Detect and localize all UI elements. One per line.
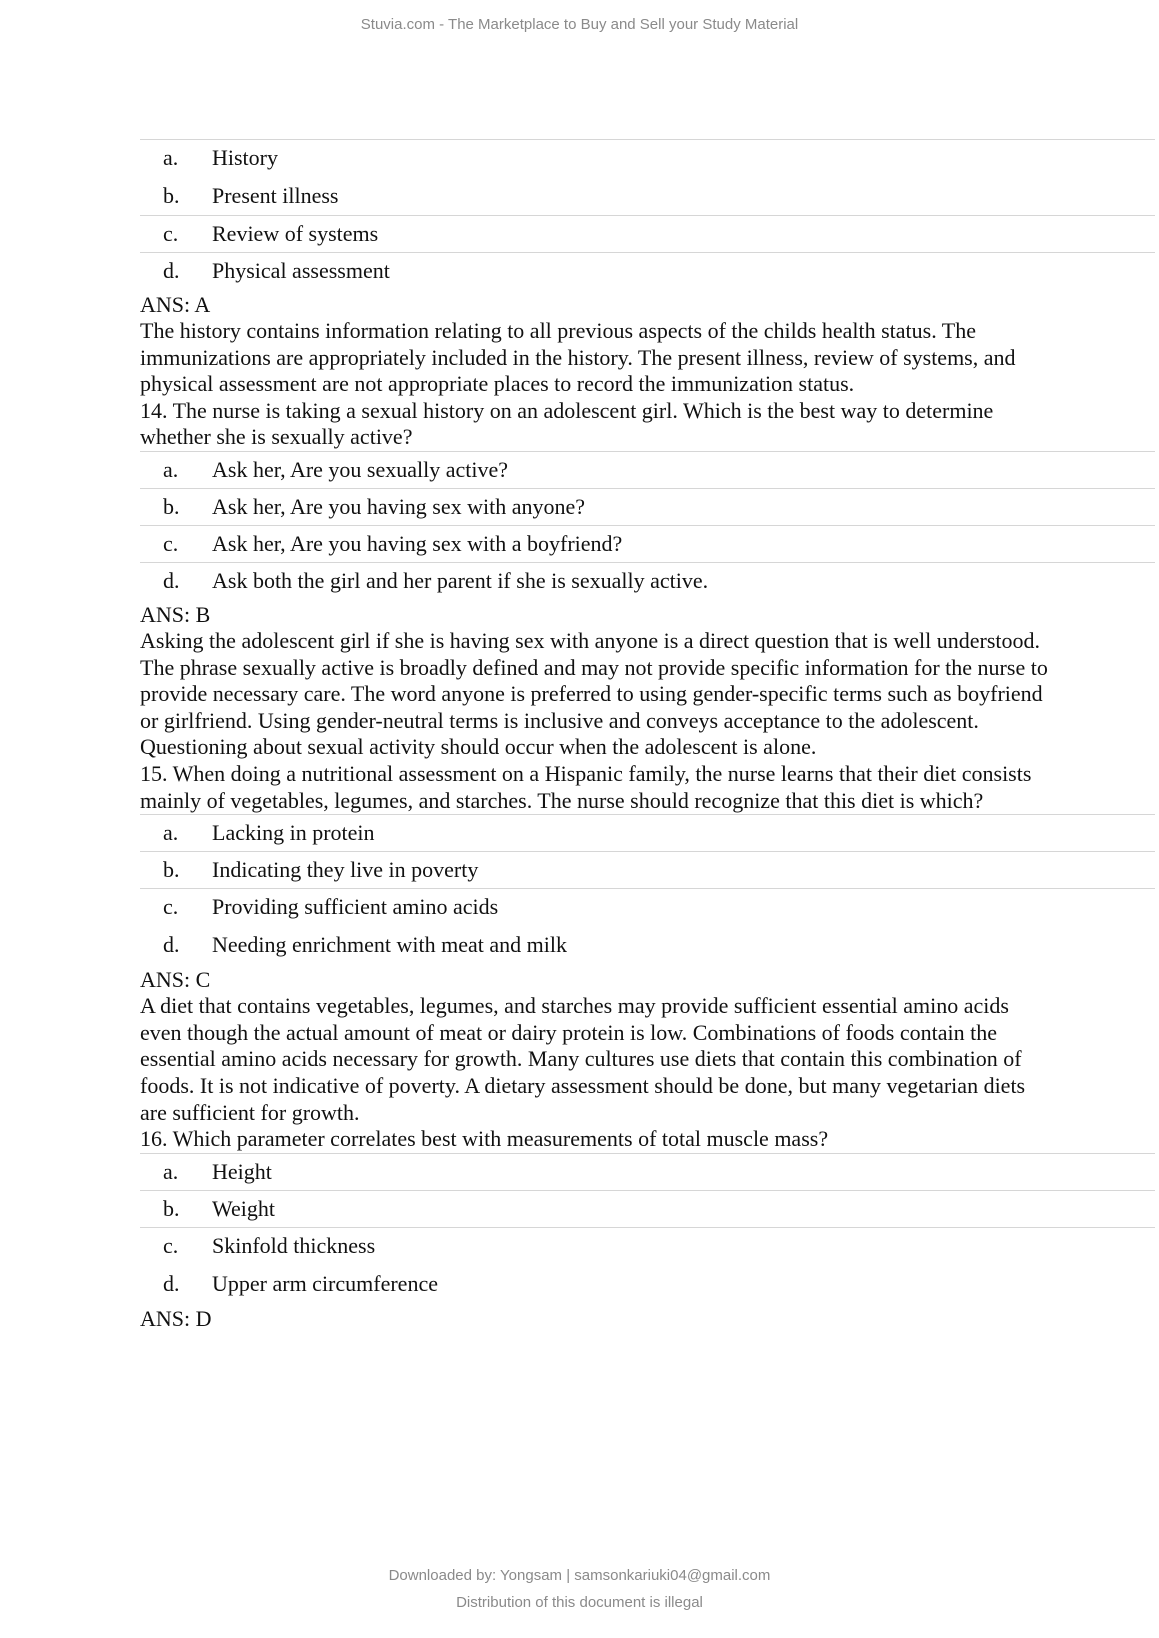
choice-text: Indicating they live in poverty <box>212 857 479 883</box>
choice-letter: a. <box>163 820 179 846</box>
choice-row <box>140 1264 1155 1303</box>
choice-letter: d. <box>163 258 180 283</box>
choice-row <box>140 525 1155 562</box>
choice-text: Ask her, Are you sexually active? <box>212 456 509 482</box>
q14-choices <box>140 451 1155 599</box>
choice-row <box>140 1153 1155 1190</box>
choice-row <box>140 176 1155 215</box>
choice-row <box>140 488 1155 525</box>
choice-letter: d. <box>163 932 180 958</box>
choice-text: Upper arm circumference <box>212 1270 438 1296</box>
choice-text: Ask her, Are you having sex with a boyfriend? <box>212 530 623 556</box>
choice-text: Ask both the girl and her parent if she is sexually active. <box>212 567 709 593</box>
choice-text: Skinfold thickness <box>212 1232 376 1258</box>
choice-letter: c. <box>163 894 179 920</box>
choice-letter: b. <box>163 183 180 208</box>
choice-row <box>140 252 1155 289</box>
q16-choices <box>140 1153 1155 1303</box>
choice-text: Needing enrichment with meat and milk <box>212 932 567 958</box>
question-text: 14. The nurse is taking a sexual history on an adolescent girl. Which is the best way to determine whether she is sexually active? <box>140 397 994 450</box>
choice-letter: b. <box>163 1195 180 1221</box>
choice-letter: a. <box>163 456 179 482</box>
choice-letter: d. <box>163 1270 180 1296</box>
rationale-text: A diet that contains vegetables, legumes, and starches may provide sufficient essential amino acids even though the actual amount of meat or dairy protein is low. Combinations of foods contain the essential amino acids necessary for growth. Many cultures use diets that contain this combination of foods. It is not indicative of poverty. A dietary assessment should be done, but many vegetarian diets are sufficient for growth. <box>140 993 1026 1125</box>
choice-row <box>140 139 1155 176</box>
choice-row <box>140 851 1155 888</box>
choice-row <box>140 814 1155 851</box>
choice-letter: d. <box>163 567 180 593</box>
choice-text: Lacking in protein <box>212 820 375 846</box>
choice-row <box>140 925 1155 964</box>
choice-letter: c. <box>163 221 179 246</box>
question-text: 16. Which parameter correlates best with measurements of total muscle mass? <box>140 1126 829 1152</box>
q13-choices <box>140 139 1155 289</box>
top-watermark: Stuvia.com - The Marketplace to Buy and Sell your Study Material <box>360 16 799 33</box>
answer-label: ANS: A <box>140 292 211 317</box>
footer-downloaded-by: Downloaded by: Yongsam | samsonkariuki04@gmail.com <box>388 1567 771 1584</box>
choice-letter: a. <box>163 1158 179 1184</box>
q15-choices <box>140 814 1155 964</box>
footer-distribution-notice: Distribution of this document is illegal <box>456 1594 703 1611</box>
choice-text: Review of systems <box>212 221 379 246</box>
choice-row <box>140 215 1155 252</box>
choice-row <box>140 451 1155 488</box>
choice-row <box>140 562 1155 599</box>
choice-text: History <box>212 145 278 170</box>
answer-label: ANS: C <box>140 967 211 993</box>
choice-text: Providing sufficient amino acids <box>212 894 499 920</box>
choice-text: Ask her, Are you having sex with anyone? <box>212 493 586 519</box>
answer-label: ANS: D <box>140 1305 212 1331</box>
choice-letter: c. <box>163 1232 179 1258</box>
choice-row <box>140 1190 1155 1227</box>
choice-letter: b. <box>163 493 180 519</box>
choice-letter: c. <box>163 530 179 556</box>
choice-row <box>140 888 1155 925</box>
choice-letter: b. <box>163 857 180 883</box>
document-body <box>140 139 1155 1332</box>
choice-text: Present illness <box>212 183 339 208</box>
choice-text: Height <box>212 1158 272 1184</box>
choice-text: Physical assessment <box>212 258 390 283</box>
choice-text: Weight <box>212 1195 275 1221</box>
choice-row <box>140 1227 1155 1264</box>
choice-letter: a. <box>163 145 179 170</box>
rationale-text: The history contains information relating to all previous aspects of the childs health status. The immunizations are appropriately included in the history. The present illness, review of systems, and physical assessment are not appropriate places to record the immunization status. <box>140 318 1016 397</box>
question-text: 15. When doing a nutritional assessment on a Hispanic family, the nurse learns that their diet consists mainly of vegetables, legumes, and starches. The nurse should recognize that this diet is which? <box>140 760 1032 813</box>
answer-label: ANS: B <box>140 601 211 627</box>
rationale-text: Asking the adolescent girl if she is having sex with anyone is a direct question that is well understood. The phrase sexually active is broadly defined and may not provide specific information for the nurse to provide necessary care. The word anyone is preferred to using gender-specific terms such as boyfriend or girlfriend. Using gender-neutral terms is inclusive and conveys acceptance to the adolescent. Questioning about sexual activity should occur when the adolescent is alone. <box>140 627 1048 760</box>
